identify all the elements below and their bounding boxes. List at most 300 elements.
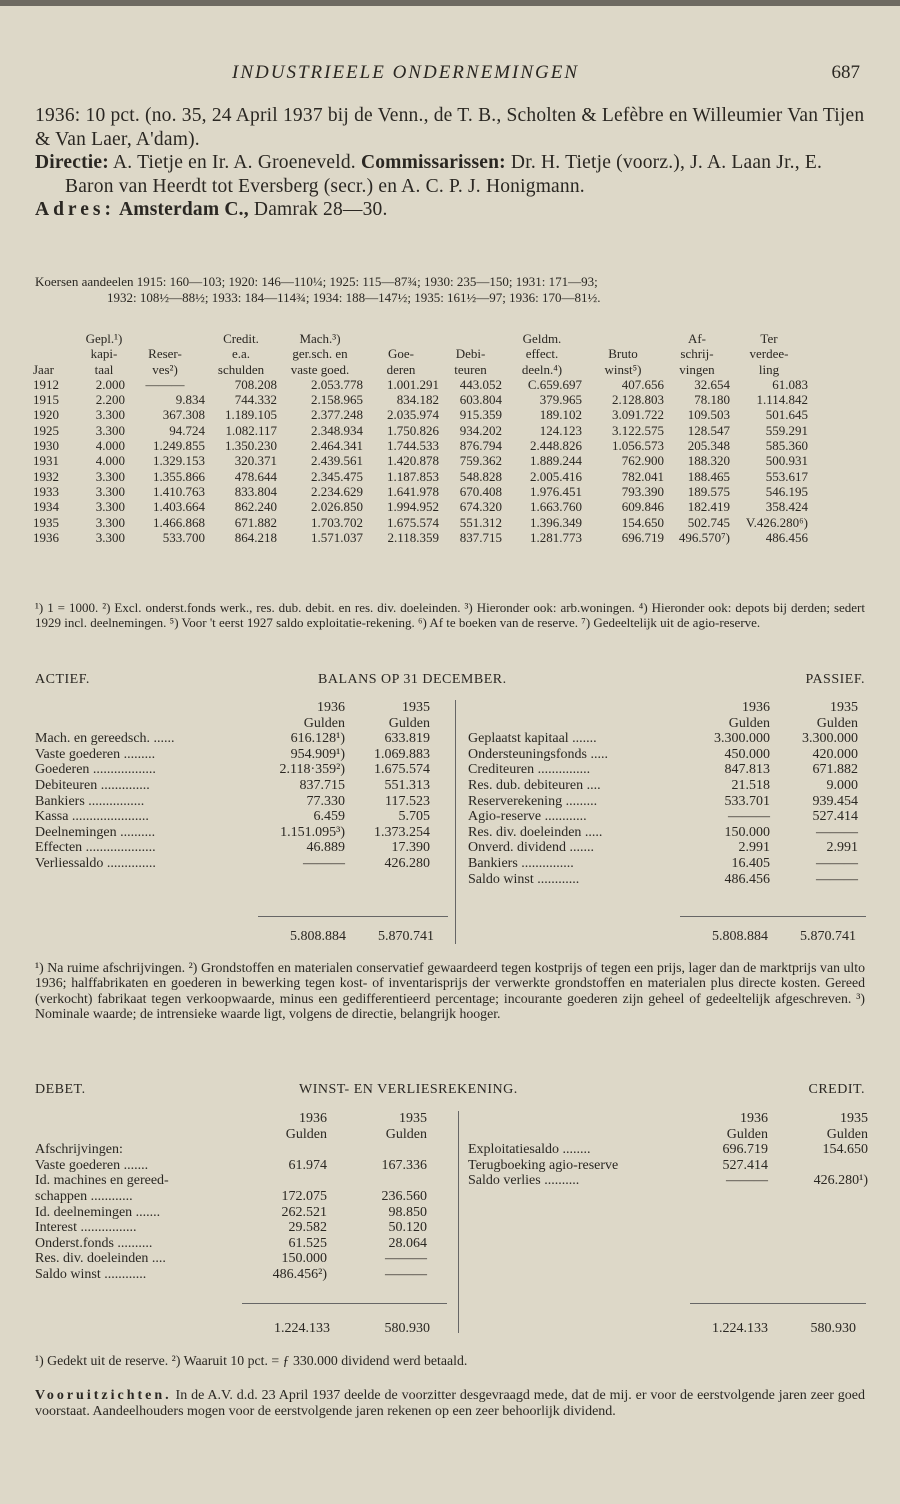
- adres-label: Adres:: [35, 199, 115, 220]
- item-value: 3.300.000: [714, 731, 770, 747]
- year-header: 1935: [399, 1111, 427, 1126]
- value-cell: 696.719: [621, 529, 664, 545]
- statistics-header-row: [33, 331, 808, 346]
- statistics-header-row: [33, 362, 808, 377]
- blank-cell: [468, 700, 680, 716]
- table-row: [33, 530, 808, 545]
- list-item: [468, 856, 858, 872]
- value-cell: 1.355.866: [153, 468, 205, 484]
- passief-total-rule: [680, 916, 866, 917]
- item-label: Res. dub. debiteuren ....: [468, 777, 601, 793]
- item-value: 939.454: [812, 793, 858, 809]
- debet-total-rule: [242, 1303, 447, 1304]
- value-cell: 443.052: [459, 376, 502, 392]
- statistics-table: [33, 331, 808, 545]
- debet-label: DEBET.: [35, 1082, 86, 1097]
- column-header: effect.: [525, 346, 559, 362]
- year-header: 1936: [740, 1111, 768, 1126]
- column-header: vaste goed.: [290, 361, 350, 377]
- item-label: Onverd. dividend .......: [468, 840, 594, 856]
- passief-total-1935: 5.870.741: [800, 929, 856, 944]
- item-value: 1.373.254: [374, 824, 430, 840]
- list-item: [468, 794, 858, 810]
- column-header: [33, 331, 83, 346]
- value-cell: 3.300: [95, 514, 125, 530]
- item-label: Res. div. doeleinden .....: [468, 824, 603, 840]
- value-cell: 2.005.416: [530, 468, 582, 484]
- value-cell: 109.503: [687, 407, 730, 423]
- column-header: kapi-: [90, 346, 118, 362]
- item-value: 5.705: [398, 809, 430, 825]
- column-header: Gepl.¹): [85, 331, 123, 346]
- value-cell: 603.804: [459, 392, 502, 408]
- year-cell: 1932: [33, 468, 59, 484]
- value-cell: V.426.280⁶): [745, 514, 808, 530]
- column-header: winst⁵): [604, 361, 642, 377]
- list-item: [468, 825, 858, 841]
- value-cell: 205.348: [687, 438, 730, 454]
- value-cell: 1.396.349: [530, 514, 582, 530]
- value-cell: 1.750.826: [387, 422, 439, 438]
- item-label: Afschrijvingen:: [35, 1142, 123, 1158]
- value-cell: 1.744.533: [387, 438, 439, 454]
- column-header: [439, 331, 502, 346]
- item-value: 420.000: [812, 746, 858, 762]
- item-value: 17.390: [391, 840, 430, 856]
- credit-table: [468, 1111, 868, 1189]
- value-cell: 154.650: [621, 514, 664, 530]
- page-number: 687: [831, 62, 860, 83]
- value-cell: 358.424: [765, 499, 808, 515]
- value-cell: 188.320: [687, 453, 730, 469]
- value-cell: 188.465: [687, 468, 730, 484]
- value-cell: 3.300: [95, 468, 125, 484]
- column-header: deeln.⁴): [521, 361, 563, 377]
- table-row: [33, 407, 808, 422]
- year-cell: 1934: [33, 499, 59, 515]
- list-item: [35, 778, 430, 794]
- list-item: [35, 762, 430, 778]
- debet-table: [35, 1111, 427, 1283]
- list-item: [35, 1267, 427, 1283]
- list-item: [35, 825, 430, 841]
- column-header: ling: [758, 361, 780, 377]
- blank-cell: [35, 700, 257, 716]
- table-row: [33, 515, 808, 530]
- unit-header: Gulden: [728, 715, 770, 731]
- item-value: [257, 1173, 327, 1189]
- value-cell: 1.001.291: [387, 376, 439, 392]
- value-cell: 501.645: [765, 407, 808, 423]
- value-cell: 124.123: [539, 422, 582, 438]
- value-cell: 671.882: [234, 514, 277, 530]
- blank-cell: [35, 1127, 257, 1143]
- passief-table: [468, 700, 858, 887]
- item-label: Saldo winst ............: [35, 1266, 147, 1282]
- value-cell: 1.889.244: [530, 453, 582, 469]
- item-value: 236.560: [381, 1188, 427, 1204]
- value-cell: 559.291: [765, 422, 808, 438]
- item-value: [327, 1173, 427, 1189]
- year-header-row: [35, 1111, 427, 1127]
- list-item: [35, 1158, 427, 1174]
- item-value: 46.889: [306, 840, 345, 856]
- value-cell: 862.240: [234, 499, 277, 515]
- value-cell: 2.345.475: [311, 468, 363, 484]
- value-cell: 708.208: [234, 376, 277, 392]
- value-cell: C.659.697: [527, 376, 582, 392]
- profit-loss-title: WINST- EN VERLIESREKENING.: [299, 1082, 518, 1097]
- item-value: 150.000: [724, 824, 770, 840]
- unit-header: Gulden: [816, 715, 858, 731]
- value-cell: 3.091.722: [612, 407, 664, 423]
- value-cell: 1.189.105: [225, 407, 277, 423]
- item-value: 2.991: [826, 840, 858, 856]
- item-value: 426.280: [384, 855, 430, 871]
- list-item: [35, 731, 430, 747]
- passief-label: PASSIEF.: [805, 672, 865, 687]
- item-value: 533.701: [724, 793, 770, 809]
- list-item: [35, 1142, 427, 1158]
- value-cell: 2.464.341: [311, 438, 363, 454]
- item-label: Onderst.fonds ..........: [35, 1235, 153, 1251]
- value-cell: 793.390: [621, 483, 664, 499]
- dividend-line: 1936: 10 pct. (no. 35, 24 April 1937 bij de Venn., de T. B., Scholten & Lefèbre en Willeumier Van Tijen & Van Laer, A'dam).: [35, 105, 865, 150]
- value-cell: 2.448.826: [530, 438, 582, 454]
- top-edge: [0, 0, 900, 6]
- list-item: [35, 1189, 427, 1205]
- item-value: 847.813: [724, 762, 770, 778]
- item-value: 2.991: [738, 840, 770, 856]
- value-cell: 759.362: [459, 453, 502, 469]
- value-cell: 1.249.855: [153, 438, 205, 454]
- unit-header: Gulden: [726, 1126, 768, 1142]
- profit-loss-heading: [35, 1082, 865, 1100]
- item-value: 1.151.095³): [280, 824, 345, 840]
- list-item: [468, 747, 858, 763]
- value-cell: 1.350.230: [225, 438, 277, 454]
- debet-total: [258, 1321, 438, 1337]
- item-value: 98.850: [388, 1204, 427, 1220]
- item-value: 616.128¹): [290, 731, 345, 747]
- value-cell: 833.804: [234, 483, 277, 499]
- list-item: [468, 778, 858, 794]
- value-cell: 3.300: [95, 529, 125, 545]
- table-row: [33, 453, 808, 468]
- item-label: Goederen ..................: [35, 762, 156, 778]
- management-line: [35, 151, 865, 198]
- value-cell: 1.082.117: [225, 422, 277, 438]
- item-value: [768, 1158, 868, 1174]
- blank-cell: [35, 1111, 257, 1127]
- unit-header: Gulden: [385, 1126, 427, 1142]
- value-cell: 3.300: [95, 483, 125, 499]
- column-header: Ter: [760, 331, 778, 346]
- value-cell: 1.281.773: [530, 529, 582, 545]
- running-header: [0, 62, 900, 88]
- item-value: 527.414: [722, 1157, 768, 1173]
- year-header: 1935: [402, 700, 430, 715]
- column-header: Geldm.: [522, 331, 562, 346]
- statistics-body: [33, 377, 808, 545]
- value-cell: 674.320: [459, 499, 502, 515]
- balance-heading: [35, 672, 865, 690]
- item-value: 486.456²): [272, 1266, 327, 1282]
- item-value: 117.523: [385, 793, 430, 809]
- outlook-label: Vooruitzichten.: [35, 1388, 172, 1403]
- value-cell: 486.456: [765, 529, 808, 545]
- value-cell: 2.026.850: [311, 499, 363, 515]
- value-cell: 367.308: [162, 407, 205, 423]
- column-header: [125, 331, 205, 346]
- item-label: Verliessaldo ..............: [35, 855, 156, 871]
- debet-total-1936: 1.224.133: [274, 1321, 330, 1336]
- directie-text: A. Tietje en Ir. A. Groeneveld.: [108, 152, 361, 173]
- table-row: [33, 499, 808, 514]
- column-header: Credit.: [223, 331, 259, 346]
- actief-total-1936: 5.808.884: [290, 929, 346, 944]
- item-label: Terugboeking agio-reserve: [468, 1157, 619, 1173]
- value-cell: 834.182: [396, 392, 439, 408]
- item-value: 3.300.000: [802, 731, 858, 747]
- item-label: Saldo verlies ..........: [468, 1173, 580, 1189]
- item-value: 9.000: [826, 777, 858, 793]
- debet-total-1935: 580.930: [384, 1321, 430, 1336]
- item-value: ———: [816, 855, 858, 871]
- value-cell: 2.118.359: [387, 529, 439, 545]
- item-value: 21.518: [731, 777, 770, 793]
- item-label: Bankiers ...............: [468, 855, 574, 871]
- column-header: [582, 331, 664, 346]
- table-row: [33, 438, 808, 453]
- value-cell: 3.122.575: [612, 422, 664, 438]
- value-cell: 2.035.974: [387, 407, 439, 423]
- column-header: schulden: [217, 361, 265, 377]
- list-item: [468, 872, 858, 888]
- list-item: [35, 1220, 427, 1236]
- item-value: 551.313: [384, 777, 430, 793]
- credit-total-1936: 1.224.133: [712, 1321, 768, 1336]
- year-header: 1935: [830, 700, 858, 715]
- value-cell: 837.715: [459, 529, 502, 545]
- item-value: 50.120: [388, 1220, 427, 1236]
- value-cell: 1.056.573: [612, 438, 664, 454]
- balance-title: BALANS OP 31 DECEMBER.: [318, 672, 507, 687]
- unit-header: Gulden: [303, 715, 345, 731]
- value-cell: 2.128.803: [612, 392, 664, 408]
- year-cell: 1920: [33, 407, 59, 423]
- value-cell: 1.329.153: [153, 453, 205, 469]
- item-label: Saldo winst ............: [468, 871, 580, 887]
- value-cell: 502.745: [687, 514, 730, 530]
- blank-cell: [468, 716, 680, 732]
- list-item: [35, 1173, 427, 1189]
- column-header: Af-: [687, 331, 707, 346]
- section-title: INDUSTRIEELE ONDERNEMINGEN: [232, 62, 580, 83]
- item-value: 77.330: [306, 793, 345, 809]
- value-cell: 94.724: [169, 422, 205, 438]
- blank-cell: [468, 1111, 686, 1127]
- unit-header-row: [468, 716, 858, 732]
- profit-loss-divider: [458, 1111, 459, 1333]
- item-value: 6.459: [313, 809, 345, 825]
- item-value: 154.650: [822, 1142, 868, 1158]
- value-cell: 2.439.561: [311, 453, 363, 469]
- credit-total-rule: [690, 1303, 866, 1304]
- company-intro: [35, 104, 865, 222]
- value-cell: 1.114.842: [756, 392, 808, 408]
- value-cell: 533.700: [162, 529, 205, 545]
- value-cell: 1.976.451: [530, 483, 582, 499]
- year-cell: 1936: [33, 529, 59, 545]
- year-header-row: [468, 700, 858, 716]
- column-header: schrij-: [680, 346, 714, 362]
- value-cell: 2.377.248: [311, 407, 363, 423]
- outlook-text: In de A.V. d.d. 23 April 1937 deelde de voorzitter desgevraagd mede, dat de mij. er voor de eerstvolgende jaren zeer goed voorstaat. Aandeelhouders mogen voor de eerstvolgende jaren rekenen op een zeer behoorlijk dividend.: [35, 1388, 865, 1419]
- value-cell: 2.158.965: [311, 392, 363, 408]
- item-label: Geplaatst kapitaal .......: [468, 731, 597, 747]
- item-label: Effecten ....................: [35, 840, 156, 856]
- value-cell: 3.300: [95, 499, 125, 515]
- value-cell: 3.300: [95, 407, 125, 423]
- actief-table: [35, 700, 430, 872]
- item-value: ———: [728, 809, 770, 825]
- item-value: 29.582: [288, 1220, 327, 1236]
- list-item: [35, 840, 430, 856]
- value-cell: 4.000: [95, 453, 125, 469]
- list-item: [35, 794, 430, 810]
- item-value: 450.000: [724, 746, 770, 762]
- column-header: [363, 331, 439, 346]
- list-item: [468, 762, 858, 778]
- value-cell: 500.931: [765, 453, 808, 469]
- value-cell: 915.359: [459, 407, 502, 423]
- year-cell: 1930: [33, 438, 59, 454]
- list-item: [468, 1173, 868, 1189]
- address-line: [35, 198, 865, 222]
- column-header: e.a.: [231, 346, 251, 362]
- actief-total-1935: 5.870.741: [378, 929, 434, 944]
- item-label: Debiteuren ..............: [35, 777, 150, 793]
- item-value: 167.336: [381, 1157, 427, 1173]
- year-cell: 1935: [33, 514, 59, 530]
- item-value: 16.405: [731, 855, 770, 871]
- item-value: 28.064: [388, 1235, 427, 1251]
- value-cell: 182.419: [687, 499, 730, 515]
- item-value: 1.069.883: [374, 746, 430, 762]
- list-item: [468, 731, 858, 747]
- year-cell: 1915: [33, 392, 59, 408]
- value-cell: 2.053.778: [311, 376, 363, 392]
- value-cell: 1.994.952: [387, 499, 439, 515]
- value-cell: 189.575: [687, 483, 730, 499]
- unit-header-row: [35, 1127, 427, 1143]
- column-header: teuren: [454, 361, 487, 377]
- item-value: ———: [816, 824, 858, 840]
- item-label: Ondersteuningsfonds .....: [468, 746, 608, 762]
- adres-city: Amsterdam C.,: [114, 199, 249, 220]
- column-header: deren: [386, 361, 416, 377]
- year-cell: 1925: [33, 422, 59, 438]
- value-cell: 670.408: [459, 483, 502, 499]
- year-cell: 1931: [33, 453, 59, 469]
- item-value: 61.525: [288, 1235, 327, 1251]
- balance-divider: [455, 700, 456, 944]
- column-header: verdee-: [749, 346, 789, 362]
- credit-label: CREDIT.: [808, 1082, 865, 1097]
- item-label: Kassa ......................: [35, 809, 149, 825]
- item-value: [327, 1142, 427, 1158]
- table-row: [33, 469, 808, 484]
- value-cell: 32.654: [694, 376, 730, 392]
- item-value: 696.719: [722, 1142, 768, 1158]
- item-value: 172.075: [281, 1188, 327, 1204]
- statistics-header: [33, 331, 808, 377]
- actief-label: ACTIEF.: [35, 672, 90, 687]
- item-value: 527.414: [812, 809, 858, 825]
- item-label: Mach. en gereedsch. ......: [35, 731, 175, 747]
- actief-total: [258, 929, 446, 945]
- value-cell: 609.846: [621, 499, 664, 515]
- item-value: 486.456: [724, 871, 770, 887]
- item-value: ———: [385, 1266, 427, 1282]
- column-header: Debi-: [455, 346, 486, 362]
- value-cell: 478.644: [234, 468, 277, 484]
- table-row: [33, 377, 808, 392]
- column-header: Bruto: [608, 346, 638, 362]
- value-cell: 546.195: [765, 483, 808, 499]
- year-header: 1935: [840, 1111, 868, 1126]
- table-row: [33, 392, 808, 407]
- value-cell: 1.466.868: [153, 514, 205, 530]
- item-label: schappen ............: [35, 1188, 133, 1204]
- column-header: Mach.³): [299, 331, 341, 346]
- item-value: ———: [816, 871, 858, 887]
- adres-street: Damrak 28—30.: [248, 199, 388, 220]
- item-value: 426.280¹): [813, 1173, 868, 1189]
- table-row: [33, 423, 808, 438]
- value-cell: 934.202: [459, 422, 502, 438]
- value-cell: 9.834: [175, 392, 205, 408]
- unit-header-row: [35, 716, 430, 732]
- directie-label: Directie:: [35, 152, 109, 173]
- actief-total-rule: [258, 916, 448, 917]
- item-value: 633.819: [384, 731, 430, 747]
- value-cell: 2.234.629: [311, 483, 363, 499]
- item-value: 61.974: [288, 1157, 327, 1173]
- value-cell: 762.900: [621, 453, 664, 469]
- value-cell: 553.617: [765, 468, 808, 484]
- list-item: [468, 840, 858, 856]
- balance-footnotes: ¹) Na ruime afschrijvingen. ²) Grondstoffen en materialen conservatief gewaardeerd tegen kostprijs of tegen een prijs, lager dan de marktprijs van ulto 1936; halffabrikaten en goederen in bewerking tegen kost- of inventarisprijs der verwerkte grondstoffen en materialen plus directe kosten. Gereed (verkocht) fabrikaat tegen verkoopwaarde, minus een gedifferentieerd percentage; incourante goederen zijn geheel of gedeeltelijk afgeschreven. ³) Nominale waarde; de intrensieke waarde ligt, volgens de directie, belangrijk hooger.: [35, 960, 865, 1022]
- year-header-row: [468, 1111, 868, 1127]
- item-label: Interest ................: [35, 1220, 137, 1236]
- item-value: ———: [385, 1251, 427, 1267]
- list-item: [35, 1205, 427, 1221]
- credit-total: [690, 1321, 866, 1337]
- year-cell: 1933: [33, 483, 59, 499]
- item-value: ———: [303, 855, 345, 871]
- year-cell: 1912: [33, 376, 59, 392]
- value-cell: 876.794: [459, 438, 502, 454]
- item-label: Vaste goederen .........: [35, 746, 156, 762]
- value-cell: 61.083: [772, 376, 808, 392]
- value-cell: 744.332: [234, 392, 277, 408]
- blank-cell: [35, 716, 257, 732]
- credit-total-1935: 580.930: [810, 1321, 856, 1336]
- value-cell: 128.547: [687, 422, 730, 438]
- list-item: [35, 1236, 427, 1252]
